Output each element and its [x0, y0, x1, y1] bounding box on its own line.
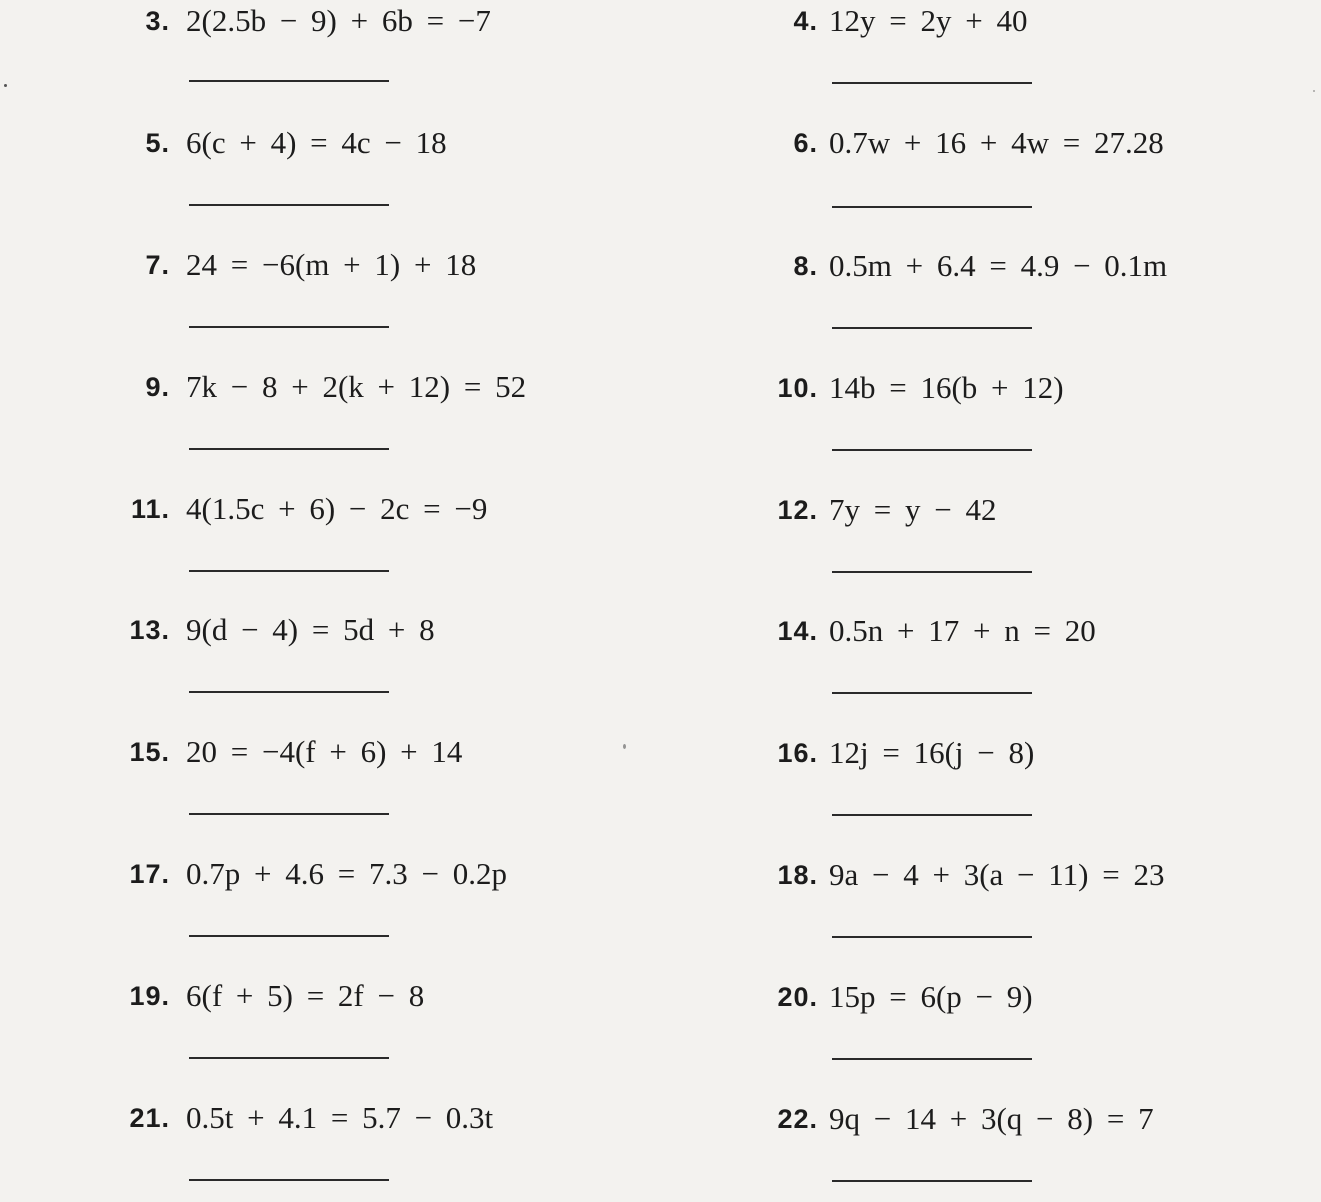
problem-20	[643, 976, 1163, 1076]
answer-blank[interactable]	[189, 326, 389, 328]
answer-blank[interactable]	[832, 82, 1032, 84]
problem-11	[0, 488, 520, 588]
answer-blank[interactable]	[189, 1057, 389, 1059]
scan-speck	[4, 84, 7, 87]
problem-18	[643, 854, 1163, 954]
problem-8	[643, 245, 1168, 345]
answer-blank[interactable]	[189, 935, 389, 937]
problem-4	[643, 0, 1163, 100]
answer-blank[interactable]	[189, 813, 389, 815]
answer-blank[interactable]	[832, 936, 1032, 938]
problem-number: 17.	[129, 859, 170, 889]
equation-text: 0.5t + 4.1 = 5.7 − 0.3t	[186, 1100, 494, 1135]
equation-text: 6(c + 4) = 4c − 18	[186, 125, 447, 160]
problem-number: 13.	[129, 615, 170, 645]
equation-text: 4(1.5c + 6) − 2c = −9	[186, 491, 488, 526]
problem-9	[0, 366, 527, 466]
equation-text: 15p = 6(p − 9)	[829, 979, 1033, 1014]
problem-number: 20.	[777, 982, 818, 1012]
answer-blank[interactable]	[189, 204, 389, 206]
problem-number: 19.	[129, 981, 170, 1011]
problem-17	[0, 853, 520, 953]
equation-text: 7k − 8 + 2(k + 12) = 52	[186, 369, 527, 404]
answer-blank[interactable]	[189, 448, 389, 450]
problem-number: 3.	[145, 6, 170, 36]
equation-text: 9q − 14 + 3(q − 8) = 7	[829, 1101, 1154, 1136]
answer-blank[interactable]	[832, 1058, 1032, 1060]
problem-number: 7.	[145, 250, 170, 280]
equation-text: 14b = 16(b + 12)	[829, 370, 1064, 405]
problem-3	[0, 0, 520, 100]
equation-text: 6(f + 5) = 2f − 8	[186, 978, 425, 1013]
problem-number: 15.	[129, 737, 170, 767]
answer-blank[interactable]	[189, 1179, 389, 1181]
answer-blank[interactable]	[832, 814, 1032, 816]
equation-text: 12j = 16(j − 8)	[829, 735, 1035, 770]
equation-text: 9a − 4 + 3(a − 11) = 23	[829, 857, 1165, 892]
problem-number: 10.	[777, 373, 818, 403]
problem-5	[0, 122, 520, 222]
problem-number: 5.	[145, 128, 170, 158]
equation-text: 2(2.5b − 9) + 6b = −7	[186, 3, 491, 38]
equation-text: 0.5n + 17 + n = 20	[829, 613, 1096, 648]
equation-text: 0.7p + 4.6 = 7.3 − 0.2p	[186, 856, 507, 891]
problem-21	[0, 1097, 520, 1197]
answer-blank[interactable]	[832, 206, 1032, 208]
answer-blank[interactable]	[832, 692, 1032, 694]
problem-number: 12.	[777, 495, 818, 525]
scan-speck	[623, 744, 626, 749]
answer-blank[interactable]	[832, 1180, 1032, 1182]
problem-number: 14.	[777, 616, 818, 646]
problem-number: 22.	[777, 1104, 818, 1134]
equation-text: 24 = −6(m + 1) + 18	[186, 247, 477, 282]
answer-blank[interactable]	[832, 449, 1032, 451]
problem-number: 11.	[130, 494, 170, 524]
problem-number: 21.	[129, 1103, 170, 1133]
equation-text: 9(d − 4) = 5d + 8	[186, 612, 435, 647]
equation-text: 0.7w + 16 + 4w = 27.28	[829, 125, 1164, 160]
answer-blank[interactable]	[832, 327, 1032, 329]
scan-speck	[1313, 90, 1315, 92]
equation-text: 0.5m + 6.4 = 4.9 − 0.1m	[829, 248, 1168, 283]
problem-7	[0, 244, 520, 344]
answer-blank[interactable]	[832, 571, 1032, 573]
problem-number: 8.	[793, 251, 818, 281]
answer-blank[interactable]	[189, 691, 389, 693]
problem-number: 6.	[793, 128, 818, 158]
problem-19	[0, 975, 520, 1075]
problem-10	[643, 367, 1163, 467]
answer-blank[interactable]	[189, 80, 389, 82]
equation-text: 20 = −4(f + 6) + 14	[186, 734, 463, 769]
problem-number: 18.	[777, 860, 818, 890]
problem-16	[643, 732, 1163, 832]
equation-text: 7y = y − 42	[829, 492, 997, 527]
problem-13	[0, 609, 520, 709]
problem-14	[643, 610, 1163, 710]
problem-15	[0, 731, 520, 831]
problem-12	[643, 489, 1163, 589]
answer-blank[interactable]	[189, 570, 389, 572]
problem-number: 4.	[793, 6, 818, 36]
problem-number: 9.	[145, 372, 170, 402]
problem-22	[643, 1098, 1163, 1198]
problem-6	[643, 122, 1163, 222]
equation-text: 12y = 2y + 40	[829, 3, 1028, 38]
problem-number: 16.	[777, 738, 818, 768]
